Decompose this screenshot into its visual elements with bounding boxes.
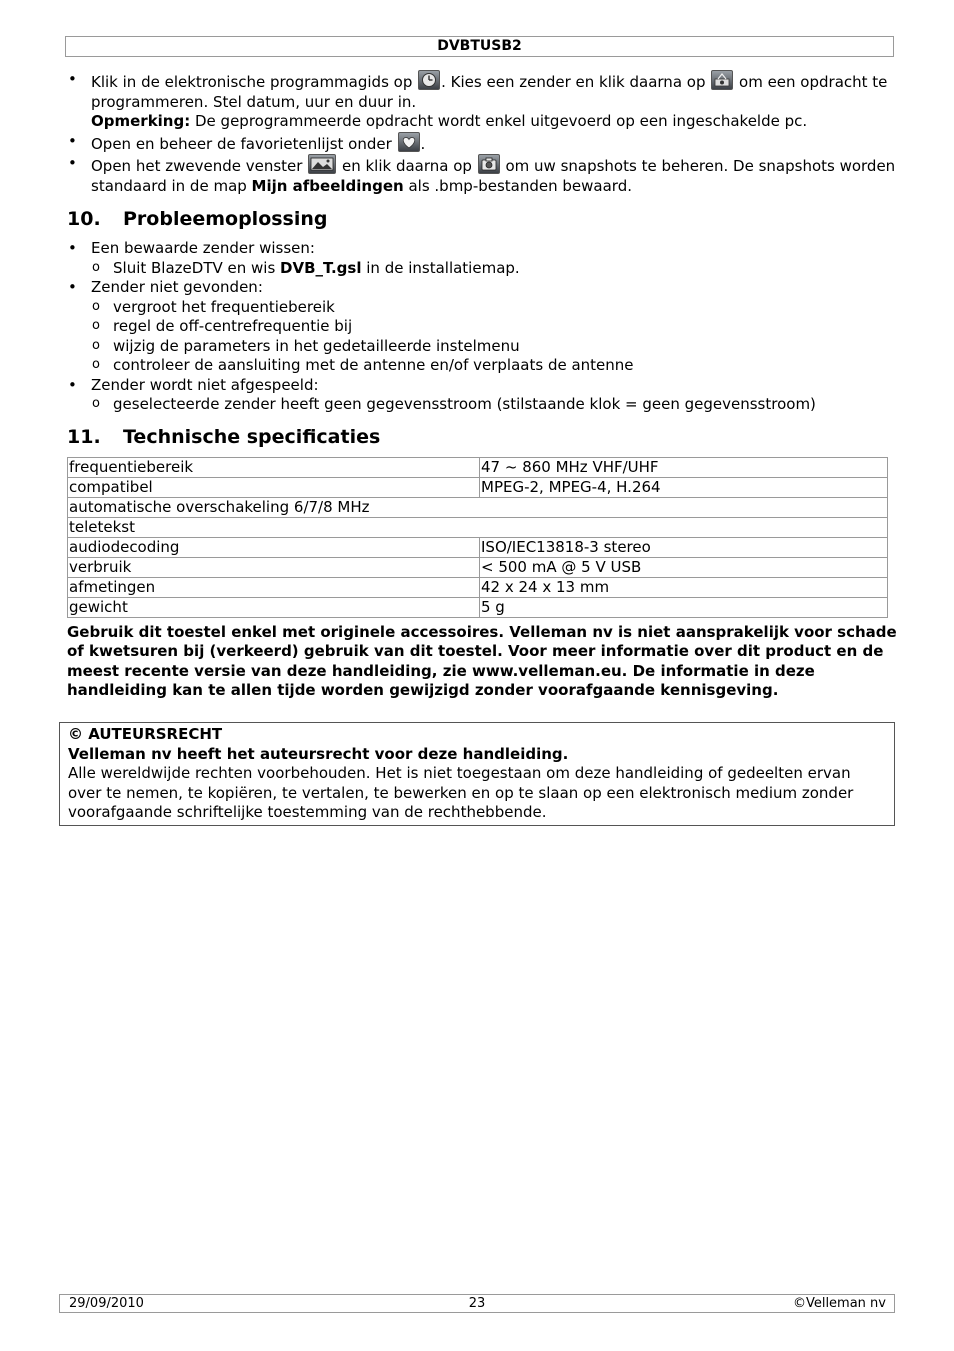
document-title: DVBTUSB2 (437, 38, 522, 54)
sub-list-item: o Sluit BlazeDTV en wis DVB_T.gsl in de installatiemap. (91, 259, 897, 279)
spec-key: automatische overschakeling 6/7/8 MHz (68, 497, 888, 517)
list-item: • Klik in de elektronische programmagids op . Kies een zender en klik daarna op om een opdracht te programmeren. Stel datum, uur en duur in. Opmerking: De geprogrammeerde opdracht wordt enkel uitgevoerd op een ingeschakelde pc. (67, 70, 897, 132)
camera-icon (478, 154, 500, 174)
list-item: • Open het zwevende venster en klik daarna op om uw snapshots te beheren. De snapshots worden standaard in de map Mijn afbeeldingen als .bmp-bestanden bewaard. (67, 154, 897, 196)
section-heading-technische-specificaties: 11. Technische specificaties (67, 425, 381, 448)
record-icon (711, 70, 733, 90)
spec-key: compatibel (68, 477, 480, 497)
spec-value: < 500 mA @ 5 V USB (480, 557, 888, 577)
list-item: • Zender wordt niet afgespeeld: o geselecteerde zender heeft geen gegevensstroom (stilstaande klok = geen gegevensstroom) (67, 376, 897, 415)
table-row (68, 497, 888, 517)
sub-list-item: o wijzig de parameters in het gedetailleerde instelmenu (91, 337, 897, 357)
sub-list-item: o regel de off-centrefrequentie bij (91, 317, 897, 337)
sub-list-item: o vergroot het frequentiebereik (91, 298, 897, 318)
sub-list (91, 298, 897, 376)
page-content (67, 70, 897, 701)
disclaimer-text: Gebruik dit toestel enkel met originele accessoires. Velleman nv is niet aansprakelijk voor schade of kwetsuren bij (verkeerd) gebruik van dit toestel. Voor meer informatie over dit product en de meest recente versie van deze handleiding, zie www.velleman.eu. De informatie in deze handleiding kan te allen tijde worden gewijzigd zonder voorafgaande kennisgeving. (67, 622, 897, 700)
sub-list-item: o controleer de aansluiting met de antenne en/of verplaats de antenne (91, 356, 897, 376)
spec-value: MPEG-2, MPEG-4, H.264 (480, 477, 888, 497)
spec-key: audiodecoding (68, 537, 480, 557)
page-footer (59, 1294, 895, 1313)
copyright-box (59, 722, 895, 826)
list-item: • Zender niet gevonden: o vergroot het frequentiebereik o regel de off-centrefrequentie bij o wijzig de parameters in het gedetailleerde instelmenu o controleer de aansluiting met de antenne en/of verplaats de antenne (67, 278, 897, 376)
copyright-subheading: Velleman nv heeft het auteursrecht voor deze handleiding. (68, 744, 569, 763)
copyright-body: Alle wereldwijde rechten voorbehouden. Het is niet toegestaan om deze handleiding of gedeelten ervan over te nemen, te kopiëren, te vertalen, te bewerken en op te slaan op een elektronisch medium zonder voorafgaande schriftelijke toestemming van de rechthebbende. (68, 764, 854, 821)
spec-key: afmetingen (68, 577, 480, 597)
spec-key: verbruik (68, 557, 480, 577)
list-item: • Een bewaarde zender wissen: o Sluit BlazeDTV en wis DVB_T.gsl in de installatiemap. (67, 239, 897, 278)
table-row (68, 457, 888, 477)
spec-value: 47 ~ 860 MHz VHF/UHF (480, 457, 888, 477)
footer-date: 29/09/2010 (69, 1296, 144, 1311)
spec-value: 42 x 24 x 13 mm (480, 577, 888, 597)
spec-key: gewicht (68, 597, 480, 617)
table-row (68, 597, 888, 617)
note: Opmerking: De geprogrammeerde opdracht wordt enkel uitgevoerd op een ingeschakelde pc. (91, 112, 808, 130)
spec-table (67, 457, 888, 618)
table-row (68, 557, 888, 577)
table-row (68, 577, 888, 597)
table-row (68, 537, 888, 557)
troubleshooting-list (67, 239, 897, 415)
spec-key: teletekst (68, 517, 888, 537)
table-row (68, 517, 888, 537)
heart-icon (398, 132, 420, 152)
clock-icon (418, 70, 440, 90)
table-row (68, 477, 888, 497)
sub-list (91, 395, 897, 415)
spec-value: 5 g (480, 597, 888, 617)
spec-key: frequentiebereik (68, 457, 480, 477)
spec-value: ISO/IEC13818-3 stereo (480, 537, 888, 557)
document-header (65, 36, 894, 57)
picture-window-icon (308, 154, 336, 174)
footer-copyright: ©Velleman nv (792, 1296, 886, 1311)
list-item: • Open en beheer de favorietenlijst onder . (67, 132, 897, 155)
footer-page-number: 23 (468, 1296, 486, 1311)
sub-list-item: o geselecteerde zender heeft geen gegevensstroom (stilstaande klok = geen gegevensstroom) (91, 395, 897, 415)
copyright-heading: © AUTEURSRECHT (68, 725, 223, 743)
sub-list (91, 259, 897, 279)
section-heading-probleemoplossing: 10. Probleemoplossing (67, 208, 328, 230)
intro-list (67, 70, 897, 196)
